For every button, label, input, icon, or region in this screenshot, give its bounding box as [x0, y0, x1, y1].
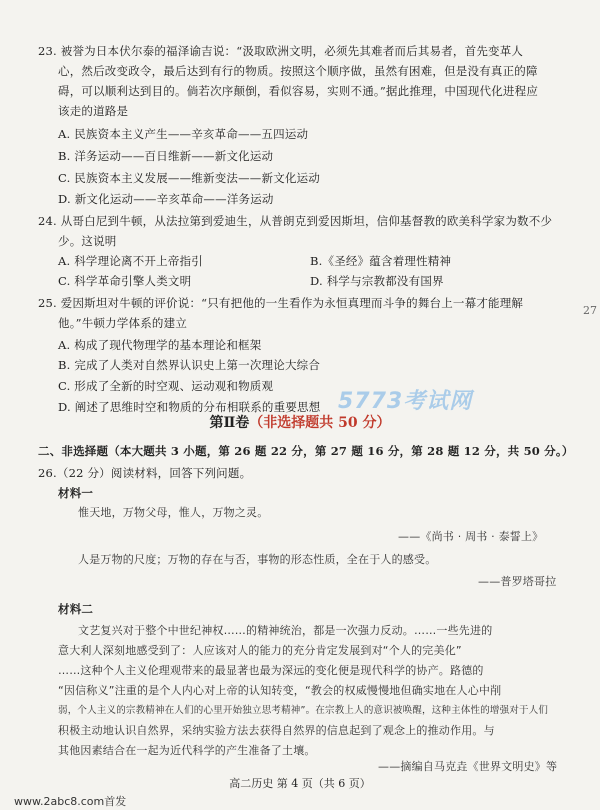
q24-option-d: D. 科学与宗教都没有国界 [310, 274, 444, 288]
q24-stem-line: 少。这说明 [58, 234, 117, 248]
watermark-logo: 5773考试网 [338, 389, 473, 414]
site-url: www.2abc8.com首发 [14, 795, 127, 808]
q24-stem-line: 24. 从哥白尼到牛顿，从法拉第到爱迪生，从普朗克到爱因斯坦，信仰基督教的欧美科学家为数不少 [38, 214, 553, 228]
q25-option-c: C. 形成了全新的时空观、运动观和物质观 [58, 379, 274, 393]
q23-option-c: C. 民族资本主义发展——维新变法——新文化运动 [58, 171, 320, 185]
material-1-source: ——《尚书 · 周书 · 泰誓上》 [398, 530, 544, 543]
q23-option-d: D. 新文化运动——辛亥革命——洋务运动 [58, 192, 274, 206]
q25-stem-line: 他。”牛顿力学体系的建立 [58, 316, 188, 330]
material-2-line: 其他因素结合在一起为近代科学的产生准备了土壤。 [58, 744, 316, 757]
q25-stem-line: 25. 爱因斯坦对牛顿的评价说：“只有把他的一生看作为永恒真理而斗争的舞台上一幕才能理解 [38, 296, 524, 310]
side-page-number: 27 [583, 304, 597, 317]
q23-stem-line: 23. 被誉为日本伏尔泰的福泽谕吉说：“汲取欧洲文明，必须先其难者而后其易者，首先变革人 [38, 44, 524, 58]
page-footer: 高二历史 第 4 页（共 6 页） [229, 777, 371, 790]
section-title [0, 412, 600, 432]
section-title-main: 第Ⅱ卷 [209, 415, 250, 431]
material-1-source: ——普罗塔哥拉 [478, 575, 557, 588]
q23-stem-line: 碍，可以顺利达到目的。倘若次序颠倒，看似容易，实则不通。”据此推理，中国现代化进程应 [58, 84, 539, 98]
material-1-text: 人是万物的尺度；万物的存在与否，事物的形态性质，全在于人的感受。 [78, 553, 437, 566]
material-2-line: 文艺复兴对于整个中世纪神权……的精神统治，都是一次强力反动。……一些先进的 [78, 624, 493, 637]
material-1-text: 惟天地，万物父母，惟人，万物之灵。 [78, 506, 269, 519]
material-2-label: 材料二 [58, 602, 94, 616]
q23-stem-line: 该走的道路是 [58, 104, 129, 118]
material-2-line: 积极主动地认识自然界，采纳实验方法去获得自然界的信息起到了观念上的推动作用。与 [58, 724, 495, 737]
q24-option-a: A. 科学理论离不开上帝指引 [58, 254, 203, 268]
q23-option-a: A. 民族资本主义产生——辛亥革命——五四运动 [58, 127, 309, 141]
section-instructions: 二、非选择题（本大题共 3 小题，第 26 题 22 分，第 27 题 16 分，第 28 题 12 分，共 50 分。） [38, 444, 574, 458]
q26-header: 26.（22 分）阅读材料，回答下列问题。 [38, 466, 252, 480]
material-2-line: 弱，个人主义的宗教精神在人们的心里开始独立思考精神”。在宗教上人的意识被唤醒，这种主体性的增强对于人们 [58, 705, 549, 716]
material-2-line: 意大利人深刻地感受到了：人应该对人的能力的充分肯定发展到对“个人的完美化” [58, 644, 462, 657]
material-1-label: 材料一 [58, 486, 94, 500]
section-title-sub: （非选择题共 50 分） [249, 415, 391, 431]
q25-option-b: B. 完成了人类对自然界认识史上第一次理论大综合 [58, 358, 321, 372]
q24-option-c: C. 科学革命引擎人类文明 [58, 274, 192, 288]
q23-stem-line: 心，然后改变政令，最后达到有行的物质。按照这个顺序做，虽然有困难，但是没有真正的障 [58, 64, 538, 78]
q24-option-b: B.《圣经》蕴含着理性精神 [310, 254, 452, 268]
q25-option-a: A. 构成了现代物理学的基本理论和框架 [58, 338, 262, 352]
material-2-source: ——摘编自马克垚《世界文明史》等 [378, 760, 558, 773]
q25-option-d: D. 阐述了思维时空和物质的分布相联系的重要思想 [58, 400, 321, 414]
q23-option-b: B. 洋务运动——百日维新——新文化运动 [58, 149, 274, 163]
material-2-line: “因信称义”注重的是个人内心对上帝的认知转变，“教会的权威慢慢地但确实地在人心中削 [58, 684, 502, 697]
material-2-line: ……这种个人主义伦理观带来的最显著也最为深远的变化便是现代科学的协产。路德的 [58, 664, 484, 677]
